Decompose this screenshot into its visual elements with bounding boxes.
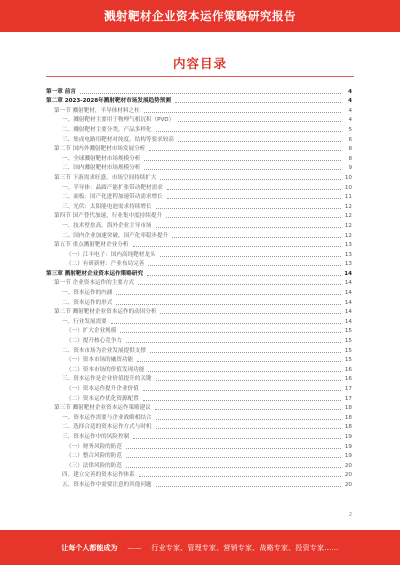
toc-entry[interactable] — [46, 297, 352, 307]
footer-roles: 行业专家、管理专家、营销专家、战略专家、投资专家…… — [151, 543, 339, 552]
toc-entry-text: （三）法律风险的防范 — [66, 462, 122, 469]
toc-entry-text: 二、资本市场为企业发展提供支撑 — [62, 347, 146, 354]
toc-entry[interactable] — [46, 364, 352, 374]
toc-entry-text: 三、光伏：太阳能电池需求持续增长 — [62, 203, 152, 210]
toc-entry-text: 第五节 重点溅射靶材企业分析 — [54, 242, 129, 249]
table-of-contents — [46, 86, 352, 489]
toc-leader-dots — [148, 370, 341, 372]
toc-entry-text: 第三章 溅射靶材企业资本运作策略研究 — [46, 270, 144, 277]
toc-entry[interactable] — [46, 355, 352, 365]
toc-entry-page: 16 — [344, 376, 352, 383]
toc-entry-page: 8 — [348, 155, 352, 162]
toc-leader-dots — [139, 475, 341, 477]
toc-entry-page: 14 — [344, 270, 352, 277]
toc-entry[interactable] — [46, 470, 352, 480]
toc-entry[interactable] — [46, 172, 352, 182]
toc-entry-text: 一、溅射靶材主要用于物理气相沉积（PVD） — [62, 117, 175, 124]
toc-entry[interactable] — [46, 316, 352, 326]
toc-entry-page: 19 — [344, 433, 352, 440]
toc-entry[interactable] — [46, 182, 352, 192]
toc-entry-page: 4 — [348, 98, 352, 105]
toc-entry-page: 15 — [344, 338, 352, 345]
toc-entry[interactable] — [46, 86, 352, 96]
toc-entry-page: 13 — [344, 242, 352, 249]
toc-leader-dots — [160, 255, 341, 257]
toc-leader-dots — [156, 207, 341, 209]
toc-entry-text: 四、建立完善的资本运作体系 — [62, 472, 135, 479]
toc-entry-page: 19 — [344, 453, 352, 460]
toc-entry-text: 一、资本运作需要与企业战略相结合 — [62, 414, 152, 421]
report-header — [0, 0, 400, 32]
toc-entry-text: （二）整合风险的防范 — [66, 453, 122, 460]
toc-leader-dots — [156, 418, 341, 420]
toc-divider — [46, 76, 354, 77]
toc-entry[interactable] — [46, 403, 352, 413]
toc-entry[interactable] — [46, 144, 352, 154]
page-number: 2 — [348, 512, 352, 518]
toc-leader-dots — [150, 351, 341, 353]
toc-entry-text: 二、国内企业加速突破，国产化率稳步提升 — [62, 232, 169, 239]
toc-entry-text: 二、面板：国产化进程加速带动需求增长 — [62, 194, 163, 201]
toc-leader-dots — [178, 140, 341, 142]
toc-leader-dots — [156, 427, 341, 429]
toc-entry[interactable] — [46, 259, 352, 269]
toc-leader-dots — [147, 274, 341, 276]
toc-leader-dots — [120, 331, 341, 333]
toc-entry-page: 18 — [344, 405, 352, 412]
toc-entry-text: 一、行业发展需要 — [62, 318, 107, 325]
toc-leader-dots — [167, 188, 341, 190]
toc-entry[interactable] — [46, 211, 352, 221]
toc-entry-text: （一）扩大企业规模 — [66, 328, 117, 335]
toc-leader-dots — [116, 303, 341, 305]
toc-leader-dots — [143, 389, 341, 391]
toc-leader-dots — [149, 149, 341, 151]
toc-leader-dots — [137, 360, 341, 362]
toc-leader-dots — [116, 293, 341, 295]
toc-entry-text: 第一节 企业资本运作的主要方式 — [54, 280, 135, 287]
footer-slogan: 让每个人都能成为 — [61, 543, 118, 552]
toc-entry[interactable] — [46, 383, 352, 393]
toc-entry[interactable] — [46, 192, 352, 202]
toc-leader-dots — [167, 197, 341, 199]
toc-leader-dots — [133, 437, 341, 439]
toc-leader-dots — [156, 130, 341, 132]
toc-leader-dots — [156, 379, 341, 381]
toc-entry-text: 二、溅射靶材主要分类，产品多样化 — [62, 126, 152, 133]
toc-leader-dots — [156, 226, 341, 228]
toc-entry-page: 10 — [344, 184, 352, 191]
toc-leader-dots — [155, 408, 341, 410]
toc-leader-dots — [144, 159, 341, 161]
toc-entry[interactable] — [46, 287, 352, 297]
toc-leader-dots — [148, 264, 341, 266]
toc-entry[interactable] — [46, 307, 352, 317]
toc-entry-text: 第二节 国内外溅射靶材市场发展分析 — [54, 146, 146, 153]
toc-entry-page: 20 — [344, 481, 352, 488]
toc-entry-page: 12 — [344, 213, 352, 220]
toc-entry[interactable] — [46, 431, 352, 441]
toc-entry[interactable] — [46, 230, 352, 240]
toc-leader-dots — [138, 283, 341, 285]
toc-entry-text: 第二章 2023-2028年溅射靶材市场发展趋势预测 — [46, 98, 171, 105]
footer-banner — [0, 530, 400, 565]
toc-entry-page: 4 — [348, 117, 352, 124]
toc-entry-text: （二）有研新材：产业布局完善 — [66, 261, 145, 268]
toc-entry-page: 12 — [344, 222, 352, 229]
footer-dash: —— — [127, 543, 142, 552]
toc-entry-text: 第四节 国产替代加速，行业集中度持续提升 — [54, 213, 163, 220]
toc-leader-dots — [172, 236, 341, 238]
toc-leader-dots — [126, 341, 341, 343]
toc-entry-text: 二、资本运作的形式 — [62, 299, 113, 306]
toc-entry-page: 16 — [344, 366, 352, 373]
toc-leader-dots — [144, 111, 341, 113]
toc-entry-text: 一、资本运作的内涵 — [62, 290, 113, 297]
toc-entry-page: 18 — [344, 414, 352, 421]
toc-entry-text: 二、选择合适的资本运作方式与时机 — [62, 424, 152, 431]
toc-entry-text: （一）江丰电子：国内高纯靶材龙头 — [66, 251, 156, 258]
toc-entry[interactable] — [46, 240, 352, 250]
toc-entry[interactable] — [46, 268, 352, 278]
toc-leader-dots — [133, 245, 342, 247]
toc-entry[interactable] — [46, 345, 352, 355]
toc-entry-text: 三、资本运作是企业价值提升的关键 — [62, 376, 152, 383]
toc-entry-page: 11 — [344, 194, 352, 201]
toc-entry-page: 14 — [344, 318, 352, 325]
toc-entry-text: 第三节 下游需求旺盛，市场空间持续扩大 — [54, 174, 157, 181]
toc-entry-text: 二、国内溅射靶材市场规模分析 — [62, 165, 141, 172]
toc-entry-page: 6 — [348, 136, 352, 143]
toc-entry-text: 三、资本运作中的风险控制 — [62, 433, 130, 440]
toc-entry-text: 第一章 前言 — [46, 88, 76, 95]
toc-entry[interactable] — [46, 105, 352, 115]
toc-leader-dots — [111, 322, 341, 324]
toc-entry-page: 9 — [348, 165, 352, 172]
toc-entry[interactable] — [46, 278, 352, 288]
toc-leader-dots — [160, 178, 341, 180]
toc-leader-dots — [166, 216, 341, 218]
toc-entry[interactable] — [46, 201, 352, 211]
toc-entry-page: 18 — [344, 424, 352, 431]
toc-entry[interactable] — [46, 441, 352, 451]
toc-entry[interactable] — [46, 335, 352, 345]
toc-entry-text: （一）资本市场的融资功能 — [66, 357, 134, 364]
toc-leader-dots — [126, 447, 341, 449]
toc-entry[interactable] — [46, 422, 352, 432]
toc-entry-page: 5 — [348, 126, 352, 133]
toc-entry-text: 第二节 溅射靶材企业资本运作的动因分析 — [54, 309, 157, 316]
toc-entry-page: 20 — [344, 472, 352, 479]
toc-entry[interactable] — [46, 374, 352, 384]
toc-entry-page: 15 — [344, 357, 352, 364]
toc-title: 内容目录 — [172, 56, 227, 71]
toc-entry-page: 14 — [344, 290, 352, 297]
toc-entry[interactable] — [46, 460, 352, 470]
toc-entry-page: 4 — [348, 88, 352, 95]
toc-entry-text: 第三节 溅射靶材企业资本运作策略建议 — [54, 405, 151, 412]
toc-entry-text: 三、集成电路用靶材对纯度、结构等要求较高 — [62, 136, 174, 143]
toc-leader-dots — [178, 120, 341, 122]
toc-entry[interactable] — [46, 326, 352, 336]
toc-entry-page: 15 — [344, 347, 352, 354]
toc-leader-dots — [126, 456, 341, 458]
toc-entry[interactable] — [46, 412, 352, 422]
toc-entry-text: （二）提升核心竞争力 — [66, 338, 122, 345]
toc-entry-page: 14 — [344, 280, 352, 287]
toc-entry-page: 4 — [348, 107, 352, 114]
toc-entry[interactable] — [46, 479, 352, 489]
toc-leader-dots — [175, 101, 341, 103]
toc-leader-dots — [144, 168, 341, 170]
toc-entry-text: （二）资本运作优化资源配置 — [66, 395, 139, 402]
toc-entry-text: （一）资本运作提升企业价值 — [66, 386, 139, 392]
toc-entry-page: 19 — [344, 443, 352, 450]
toc-entry-page: 14 — [344, 309, 352, 316]
toc-entry-page: 12 — [344, 232, 352, 239]
toc-entry-text: 一、半导体：晶圆产能扩张带动靶材需求 — [62, 184, 163, 191]
toc-entry[interactable] — [46, 153, 352, 163]
toc-leader-dots — [160, 312, 341, 314]
toc-entry-page: 15 — [344, 328, 352, 335]
toc-entry-page: 17 — [344, 395, 352, 402]
toc-entry-page: 12 — [344, 203, 352, 210]
toc-entry-text: 一、全球溅射靶材市场规模分析 — [62, 155, 141, 162]
toc-entry[interactable] — [46, 163, 352, 173]
toc-entry-page: 8 — [348, 146, 352, 153]
toc-entry[interactable] — [46, 115, 352, 125]
toc-entry[interactable] — [46, 451, 352, 461]
toc-entry-text: （二）资本市场的价值发现功能 — [66, 366, 145, 373]
toc-entry-page: 13 — [344, 261, 352, 268]
toc-entry-text: （一）财务风险的防范 — [66, 443, 122, 450]
toc-entry[interactable] — [46, 393, 352, 403]
report-title: 溅射靶材企业资本运作策略研究报告 — [104, 9, 296, 23]
toc-leader-dots — [143, 399, 341, 401]
toc-entry[interactable] — [46, 96, 352, 106]
toc-entry[interactable] — [46, 249, 352, 259]
toc-entry[interactable] — [46, 220, 352, 230]
toc-entry-page: 14 — [344, 299, 352, 306]
toc-entry-text: 一、技术壁垒高，海外企业主导市场 — [62, 222, 152, 229]
toc-entry-page: 13 — [344, 251, 352, 258]
toc-entry-text: 五、资本运作中需要注意的其他问题 — [62, 481, 152, 488]
toc-entry-page: 10 — [344, 174, 352, 181]
toc-leader-dots — [156, 485, 341, 487]
toc-leader-dots — [126, 466, 341, 468]
toc-entry[interactable] — [46, 134, 352, 144]
toc-entry-text: 第一节 溅射靶材，半导体材料之柱 — [54, 107, 140, 114]
toc-leader-dots — [80, 92, 341, 94]
toc-entry-page: 17 — [344, 386, 352, 392]
toc-entry-page: 20 — [344, 462, 352, 469]
toc-entry[interactable] — [46, 124, 352, 134]
